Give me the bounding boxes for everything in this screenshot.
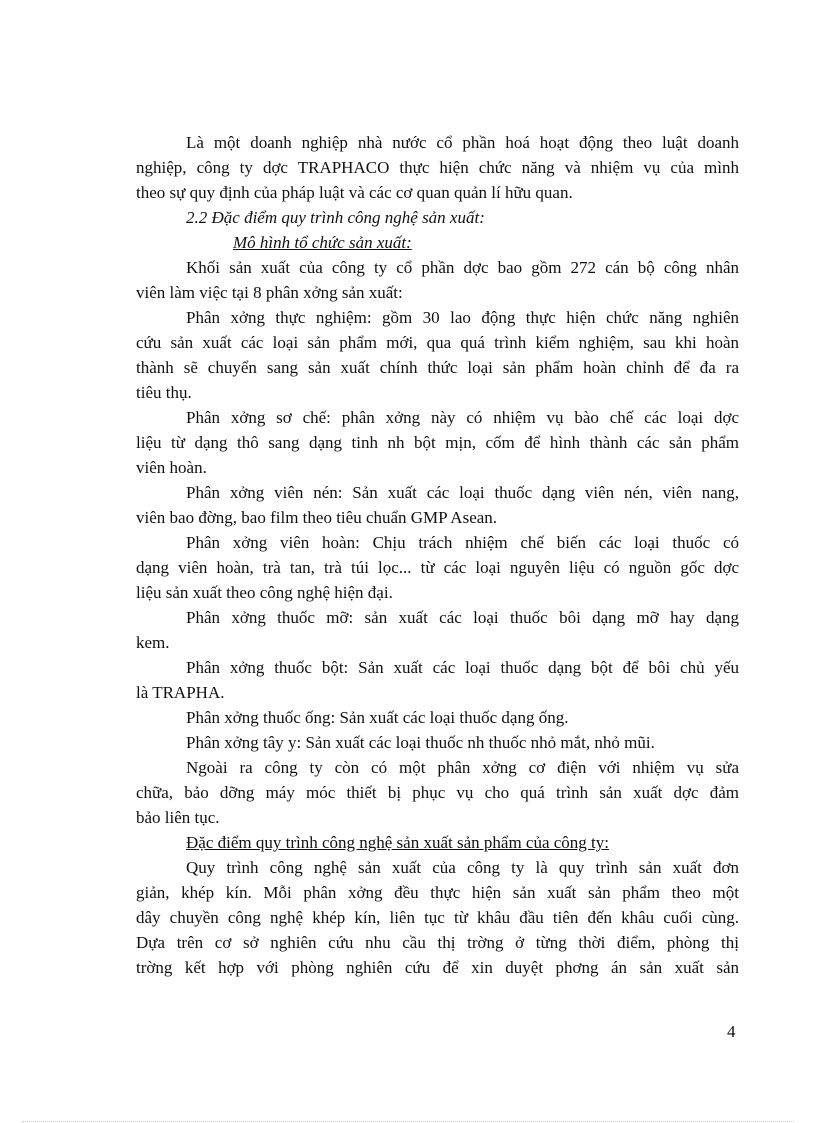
paragraph-line: kem.: [136, 633, 170, 652]
paragraph-line: liệu sản xuất theo công nghệ hiện đại.: [136, 583, 393, 602]
subsection-heading: Đặc điểm quy trình công nghệ sản xuất sản phẩm của công ty:: [186, 833, 609, 852]
paragraph-line: viên bao đờng, bao film theo tiêu chuẩn GMP Asean.: [136, 508, 498, 527]
paragraph-line: Phân xởng thực nghiệm: gồm 30 lao động thực hiện chức năng nghiên: [186, 308, 739, 327]
paragraph-line: tiêu thụ.: [136, 383, 192, 402]
page-bottom-divider: [22, 1121, 794, 1122]
paragraph-line: giản, khép kín. Mỗi phân xởng đều thực hiện sản xuất sản phẩm theo một: [136, 883, 739, 902]
paragraph-line: dây chuyền công nghệ khép kín, liên tục từ khâu đầu tiên đến khâu cuối cùng.: [136, 908, 739, 927]
paragraph-line: Ngoài ra công ty còn có một phân xởng cơ điện với nhiệm vụ sửa: [186, 758, 739, 777]
paragraph-line: bảo liên tục.: [136, 808, 220, 827]
paragraph-line: liệu từ dạng thô sang dạng tinh nh bột mịn, cốm để hình thành các sản phẩm: [136, 433, 739, 452]
paragraph-line: Khối sản xuất của công ty cổ phần dợc bao gồm 272 cán bộ công nhân: [186, 258, 739, 277]
paragraph-line: Phân xởng thuốc ống: Sản xuất các loại thuốc dạng ống.: [186, 708, 569, 727]
paragraph-line: Phân xởng sơ chế: phân xởng này có nhiệm vụ bào chế các loại dợc: [186, 408, 739, 427]
paragraph-line: theo sự quy định của pháp luật và các cơ quan quản lí hữu quan.: [136, 183, 573, 202]
subsection-heading: Mô hình tổ chức sản xuất:: [233, 233, 412, 252]
paragraph-line: thành sẽ chuyển sang sản xuất chính thức loại sản phẩm hoàn chỉnh để đa ra: [136, 358, 739, 377]
paragraph-line: viên hoàn.: [136, 458, 207, 477]
paragraph-line: trờng kết hợp với phòng nghiên cứu để xin duyệt phơng án sản xuất sản: [136, 958, 739, 977]
paragraph-line: Phân xởng thuốc bột: Sản xuất các loại thuốc dạng bột để bôi chủ yếu: [186, 658, 739, 677]
paragraph-line: Quy trình công nghệ sản xuất của công ty là quy trình sản xuất đơn: [186, 858, 739, 877]
paragraph-line: cứu sản xuất các loại sản phẩm mới, qua quá trình kiểm nghiệm, sau khi hoàn: [136, 333, 739, 352]
paragraph-line: dạng viên hoàn, trà tan, trà túi lọc... từ các loại nguyên liệu có nguồn gốc dợc: [136, 558, 739, 577]
section-heading: 2.2 Đặc điểm quy trình công nghệ sản xuất:: [186, 208, 485, 227]
paragraph-line: Phân xởng tây y: Sản xuất các loại thuốc nh thuốc nhỏ mắt, nhỏ mũi.: [186, 733, 655, 752]
paragraph-line: Dựa trên cơ sở nghiên cứu nhu cầu thị trờng ở từng thời điểm, phòng thị: [136, 933, 739, 952]
paragraph-line: chữa, bảo dỡng máy móc thiết bị phục vụ cho quá trình sản xuất dợc đảm: [136, 783, 739, 802]
paragraph-line: Phân xởng thuốc mỡ: sản xuất các loại thuốc bôi dạng mỡ hay dạng: [186, 608, 739, 627]
paragraph-line: viên làm việc tại 8 phân xởng sản xuất:: [136, 283, 403, 302]
paragraph-line: Phân xởng viên hoàn: Chịu trách nhiệm chế biến các loại thuốc có: [186, 533, 739, 552]
paragraph-line: là TRAPHA.: [136, 683, 225, 702]
paragraph-line: Là một doanh nghiệp nhà nước cổ phần hoá hoạt động theo luật doanh: [186, 133, 739, 152]
paragraph-line: Phân xởng viên nén: Sản xuất các loại thuốc dạng viên nén, viên nang,: [186, 483, 739, 502]
paragraph-line: nghiệp, công ty dợc TRAPHACO thực hiện chức năng và nhiệm vụ của mình: [136, 158, 739, 177]
page-number: 4: [727, 1022, 736, 1041]
